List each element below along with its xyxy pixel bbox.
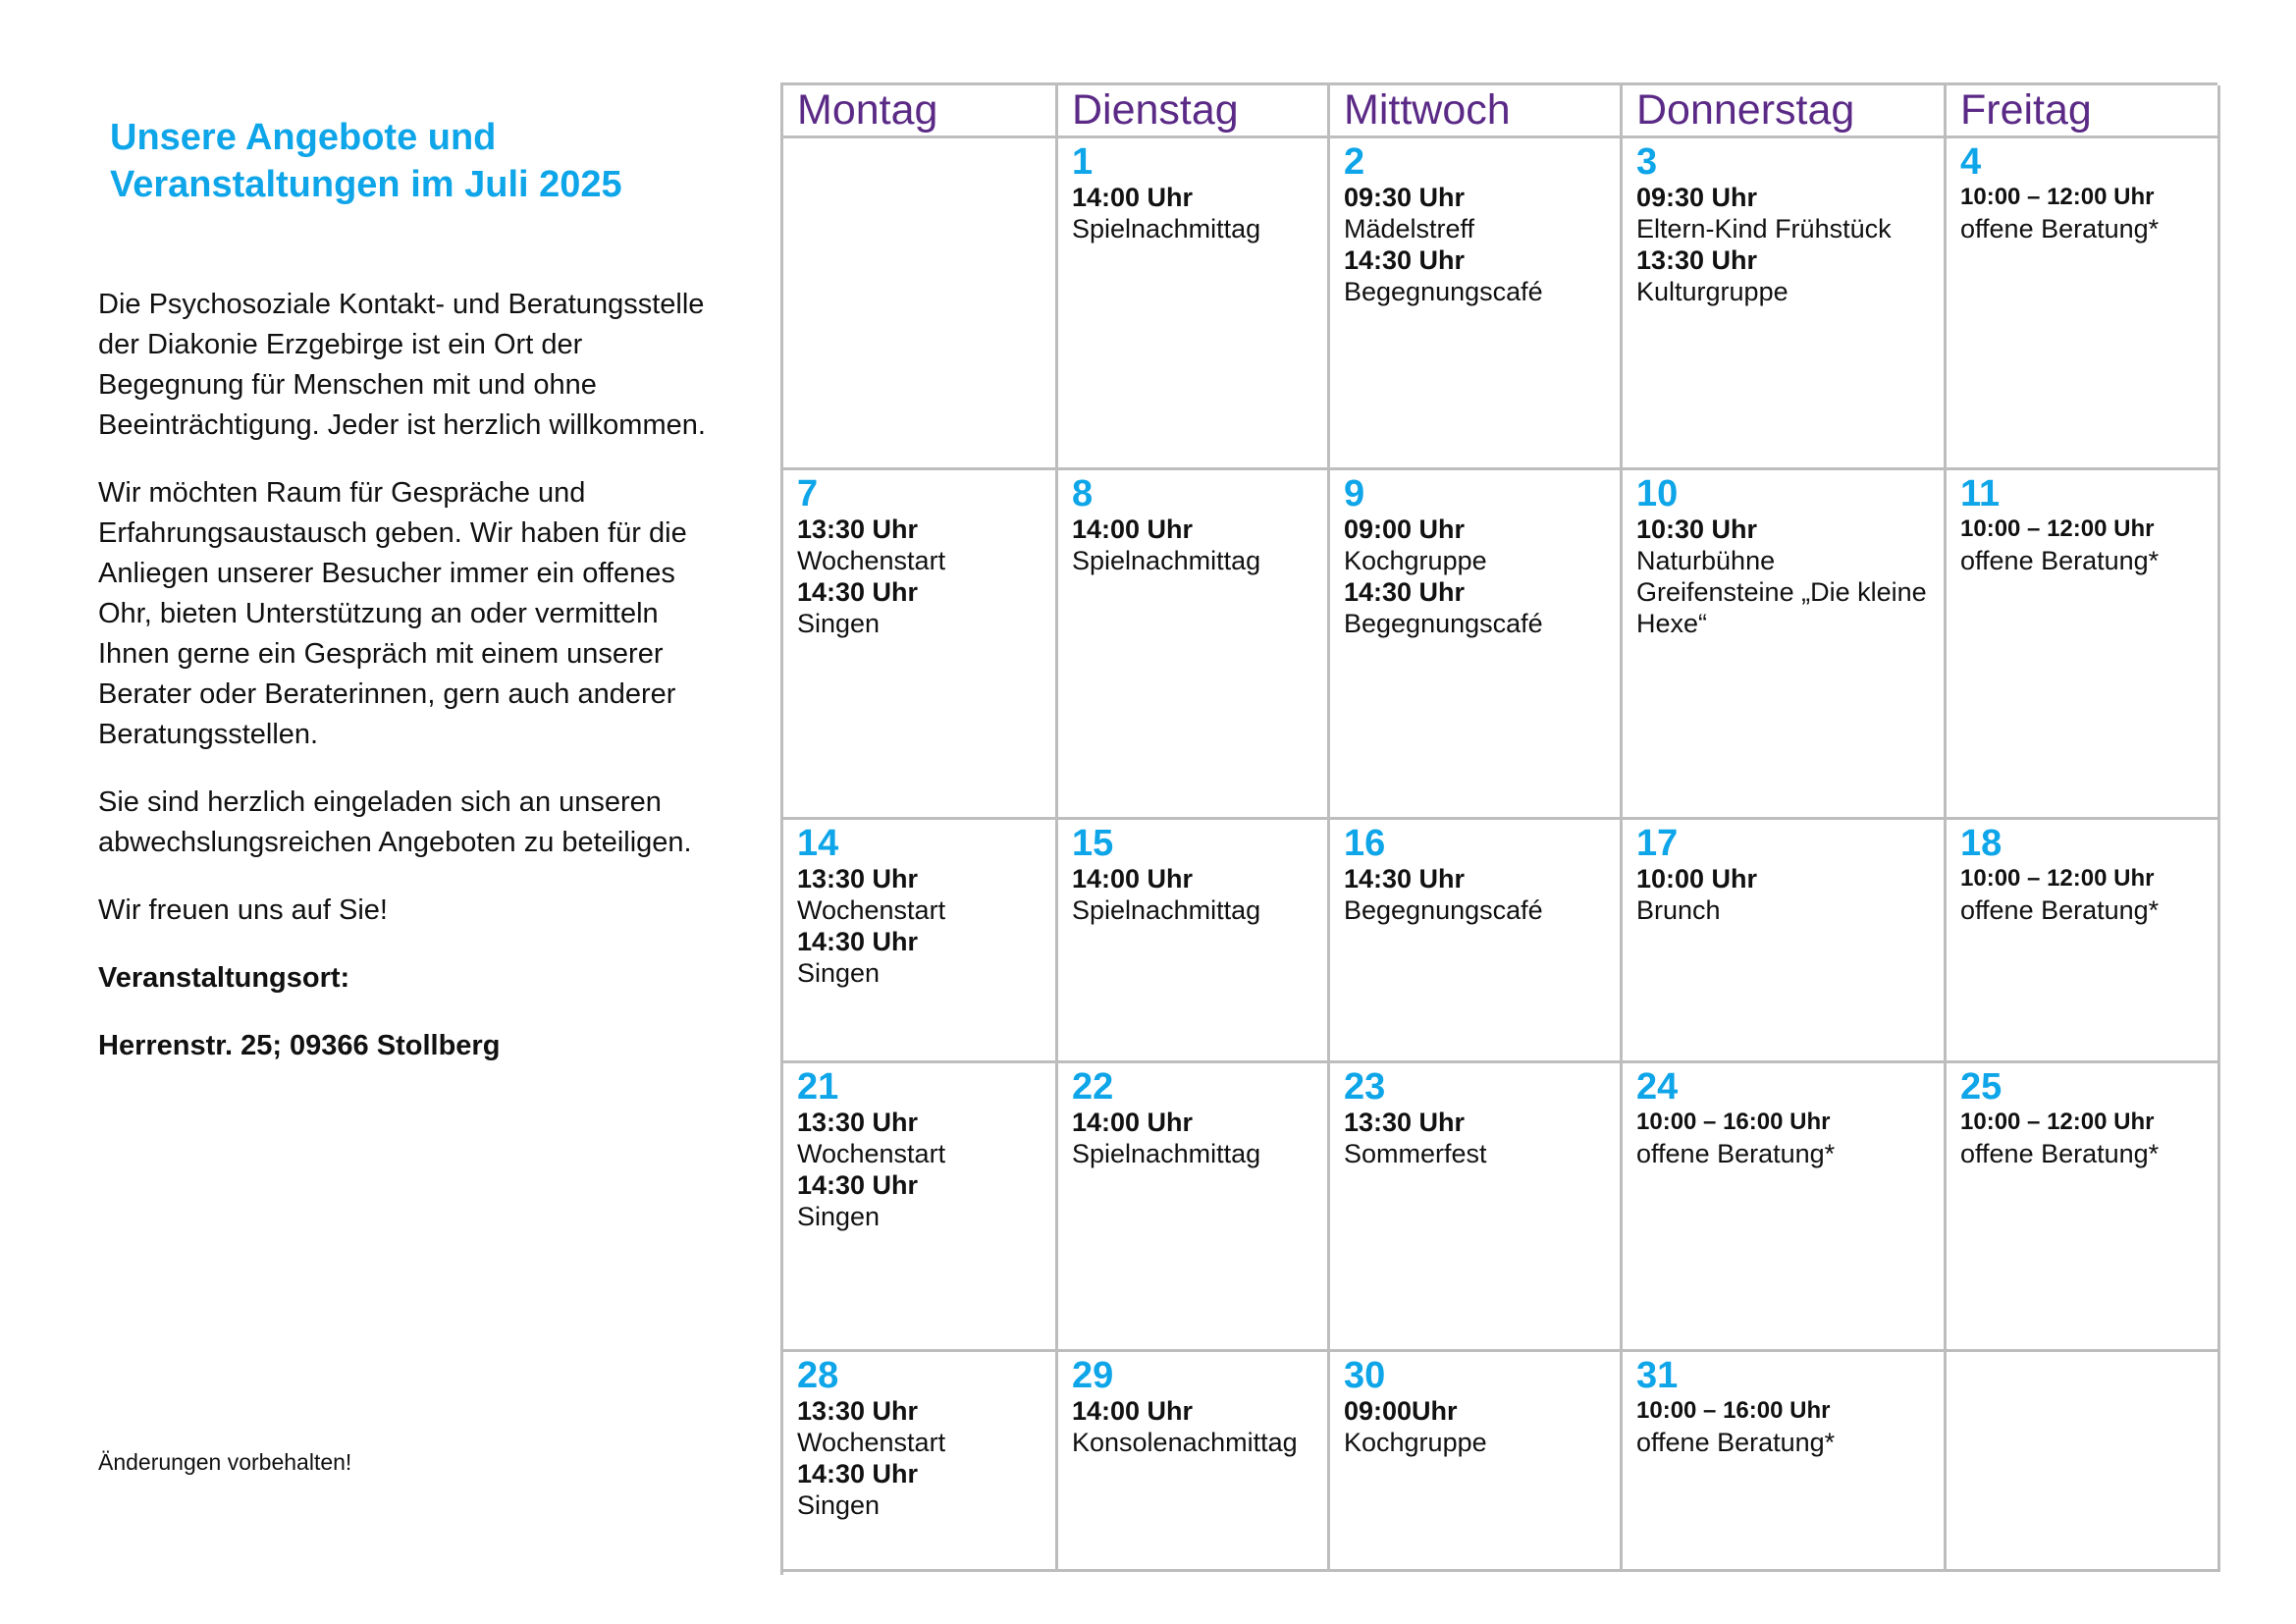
day-number: 31 [1636, 1355, 1679, 1396]
event-time: 09:00 Uhr [1344, 514, 1466, 544]
event-name: Sommerfest [1344, 1139, 1487, 1168]
event-time: 14:30 Uhr [797, 927, 919, 956]
intro-paragraph-4: Wir freuen uns auf Sie! [98, 894, 388, 926]
weekday-header: Montag [783, 85, 1058, 138]
event-name: Wochenstart [797, 1428, 946, 1457]
day-number: 24 [1636, 1066, 1679, 1108]
event-time: 10:00 – 12:00 Uhr [1960, 184, 2155, 210]
event-time: 09:30 Uhr [1636, 183, 1758, 212]
event-time: 14:00 Uhr [1072, 1396, 1194, 1426]
event-name: Wochenstart [797, 1139, 946, 1168]
event-name: Spielnachmittag [1072, 895, 1261, 925]
event-time: 14:00 Uhr [1072, 864, 1194, 893]
weekday-header: Dienstag [1058, 85, 1330, 138]
event-name: offene Beratung* [1960, 1139, 2160, 1168]
calendar-day-2 [1330, 138, 1623, 470]
day-number: 3 [1636, 141, 1658, 183]
calendar-day-8 [1058, 470, 1330, 820]
event-time: 13:30 Uhr [797, 864, 919, 893]
weekday-header: Freitag [1947, 85, 2220, 138]
day-number: 1 [1072, 141, 1094, 183]
calendar-day-21 [783, 1063, 1058, 1352]
day-number: 28 [797, 1355, 839, 1396]
event-name: offene Beratung* [1960, 895, 2160, 925]
intro-paragraph-2: Wir möchten Raum für Gespräche und Erfahrungsaustausch geben. Wir haben für die Anliegen unserer Besucher immer ein offenes Ohr, bieten Unterstützung an oder vermitteln Ihnen gerne ein Gespräch mit einem unserer Berater oder Beraterinnen, gern auch anderer Beratungsstellen. [98, 477, 687, 750]
event-time: 14:30 Uhr [1344, 245, 1466, 275]
event-name: Singen [797, 609, 881, 638]
event-name: Wochenstart [797, 546, 946, 575]
day-number: 16 [1344, 823, 1386, 864]
event-time: 09:30 Uhr [1344, 183, 1466, 212]
event-time: 13:30 Uhr [797, 1108, 919, 1137]
calendar-day-23 [1330, 1063, 1623, 1352]
day-number: 17 [1636, 823, 1679, 864]
calendar-day-3 [1623, 138, 1947, 470]
day-number: 21 [797, 1066, 839, 1108]
day-number: 14 [797, 823, 839, 864]
event-time: 13:30 Uhr [797, 1396, 919, 1426]
event-time: 14:00 Uhr [1072, 514, 1194, 544]
calendar-day-22 [1058, 1063, 1330, 1352]
event-time: 13:30 Uhr [1636, 245, 1758, 275]
calendar-day-7 [783, 470, 1058, 820]
event-time: 14:00 Uhr [1072, 1108, 1194, 1137]
calendar-day-10 [1623, 470, 1947, 820]
page-title: Unsere Angebote und Veranstaltungen im Juli 2025 [110, 117, 622, 205]
calendar-day-15 [1058, 820, 1330, 1063]
weekday-header: Donnerstag [1623, 85, 1947, 138]
event-time: 10:00 – 12:00 Uhr [1960, 865, 2155, 892]
calendar-day-1 [1058, 138, 1330, 470]
day-number: 18 [1960, 823, 2002, 864]
event-time: 14:30 Uhr [1344, 864, 1466, 893]
day-number: 23 [1344, 1066, 1386, 1108]
event-time: 14:00 Uhr [1072, 183, 1194, 212]
weekday-header: Mittwoch [1330, 85, 1623, 138]
intro-paragraph-1: Die Psychosoziale Kontakt- und Beratungsstelle der Diakonie Erzgebirge ist ein Ort der Begegnung für Menschen mit und ohne Beeinträchtigung. Jeder ist herzlich willkommen. [98, 289, 706, 441]
calendar-day-25 [1947, 1063, 2220, 1352]
day-number: 4 [1960, 141, 1982, 183]
day-number: 10 [1636, 473, 1679, 514]
day-number: 7 [797, 473, 819, 514]
venue-label: Veranstaltungsort: [98, 962, 350, 994]
event-time: 14:30 Uhr [797, 1170, 919, 1200]
day-number: 29 [1072, 1355, 1114, 1396]
intro-paragraph-3: Sie sind herzlich eingeladen sich an unseren abwechslungsreichen Angeboten zu beteiligen. [98, 786, 692, 858]
calendar-day-31 [1623, 1352, 1947, 1572]
event-name: Konsolenachmittag [1072, 1428, 1298, 1457]
calendar-day-18 [1947, 820, 2220, 1063]
calendar-day-9 [1330, 470, 1623, 820]
day-number: 25 [1960, 1066, 2002, 1108]
calendar-empty-cell [783, 138, 1058, 470]
event-name: Begegnungscafé [1344, 277, 1543, 306]
event-name: Begegnungscafé [1344, 895, 1543, 925]
event-name: Wochenstart [797, 895, 946, 925]
day-number: 11 [1960, 473, 2001, 514]
calendar-empty-cell [1947, 1352, 2220, 1572]
day-number: 15 [1072, 823, 1114, 864]
footnote: Änderungen vorbehalten! [98, 1449, 352, 1475]
event-time: 10:00 – 16:00 Uhr [1636, 1397, 1831, 1424]
event-name: Spielnachmittag [1072, 546, 1261, 575]
event-name: Mädelstreff [1344, 214, 1475, 244]
event-name: Kochgruppe [1344, 546, 1487, 575]
day-number: 2 [1344, 141, 1365, 183]
calendar-day-28 [783, 1352, 1058, 1572]
calendar-day-30 [1330, 1352, 1623, 1572]
venue-address: Herrenstr. 25; 09366 Stollberg [98, 1030, 501, 1061]
day-number: 22 [1072, 1066, 1114, 1108]
event-name: Begegnungscafé [1344, 609, 1543, 638]
event-time: 09:00Uhr [1344, 1396, 1458, 1426]
event-name: offene Beratung* [1960, 214, 2160, 244]
event-name: Spielnachmittag [1072, 1139, 1261, 1168]
event-name: offene Beratung* [1960, 546, 2160, 575]
event-name: Kulturgruppe [1636, 277, 1789, 306]
event-name: offene Beratung* [1636, 1139, 1836, 1168]
event-name: Brunch [1636, 895, 1721, 925]
calendar-grid [780, 82, 2217, 1575]
day-number: 8 [1072, 473, 1094, 514]
event-time: 10:00 – 12:00 Uhr [1960, 515, 2155, 542]
event-time: 14:30 Uhr [797, 1459, 919, 1489]
calendar-day-4 [1947, 138, 2220, 470]
event-time: 10:00 – 12:00 Uhr [1960, 1109, 2155, 1135]
event-name: offene Beratung* [1636, 1428, 1836, 1457]
event-time: 10:00 Uhr [1636, 864, 1758, 893]
event-time: 10:00 – 16:00 Uhr [1636, 1109, 1831, 1135]
day-number: 30 [1344, 1355, 1386, 1396]
intro-text [98, 285, 726, 1094]
calendar-day-16 [1330, 820, 1623, 1063]
calendar-day-14 [783, 820, 1058, 1063]
event-time: 13:30 Uhr [797, 514, 919, 544]
event-name: Eltern-Kind Frühstück [1636, 214, 1892, 244]
event-time: 10:30 Uhr [1636, 514, 1758, 544]
event-time: 14:30 Uhr [1344, 577, 1466, 607]
event-name: Singen [797, 1202, 881, 1231]
event-name: Kochgruppe [1344, 1428, 1487, 1457]
event-name: Singen [797, 1490, 881, 1520]
event-name: Singen [797, 958, 881, 988]
calendar-day-17 [1623, 820, 1947, 1063]
calendar-day-29 [1058, 1352, 1330, 1572]
event-time: 13:30 Uhr [1344, 1108, 1466, 1137]
event-name: Spielnachmittag [1072, 214, 1261, 244]
calendar-day-24 [1623, 1063, 1947, 1352]
day-number: 9 [1344, 473, 1365, 514]
calendar-day-11 [1947, 470, 2220, 820]
event-time: 14:30 Uhr [797, 577, 919, 607]
event-name: Naturbühne Greifensteine „Die kleine Hexe“ [1636, 546, 1927, 638]
